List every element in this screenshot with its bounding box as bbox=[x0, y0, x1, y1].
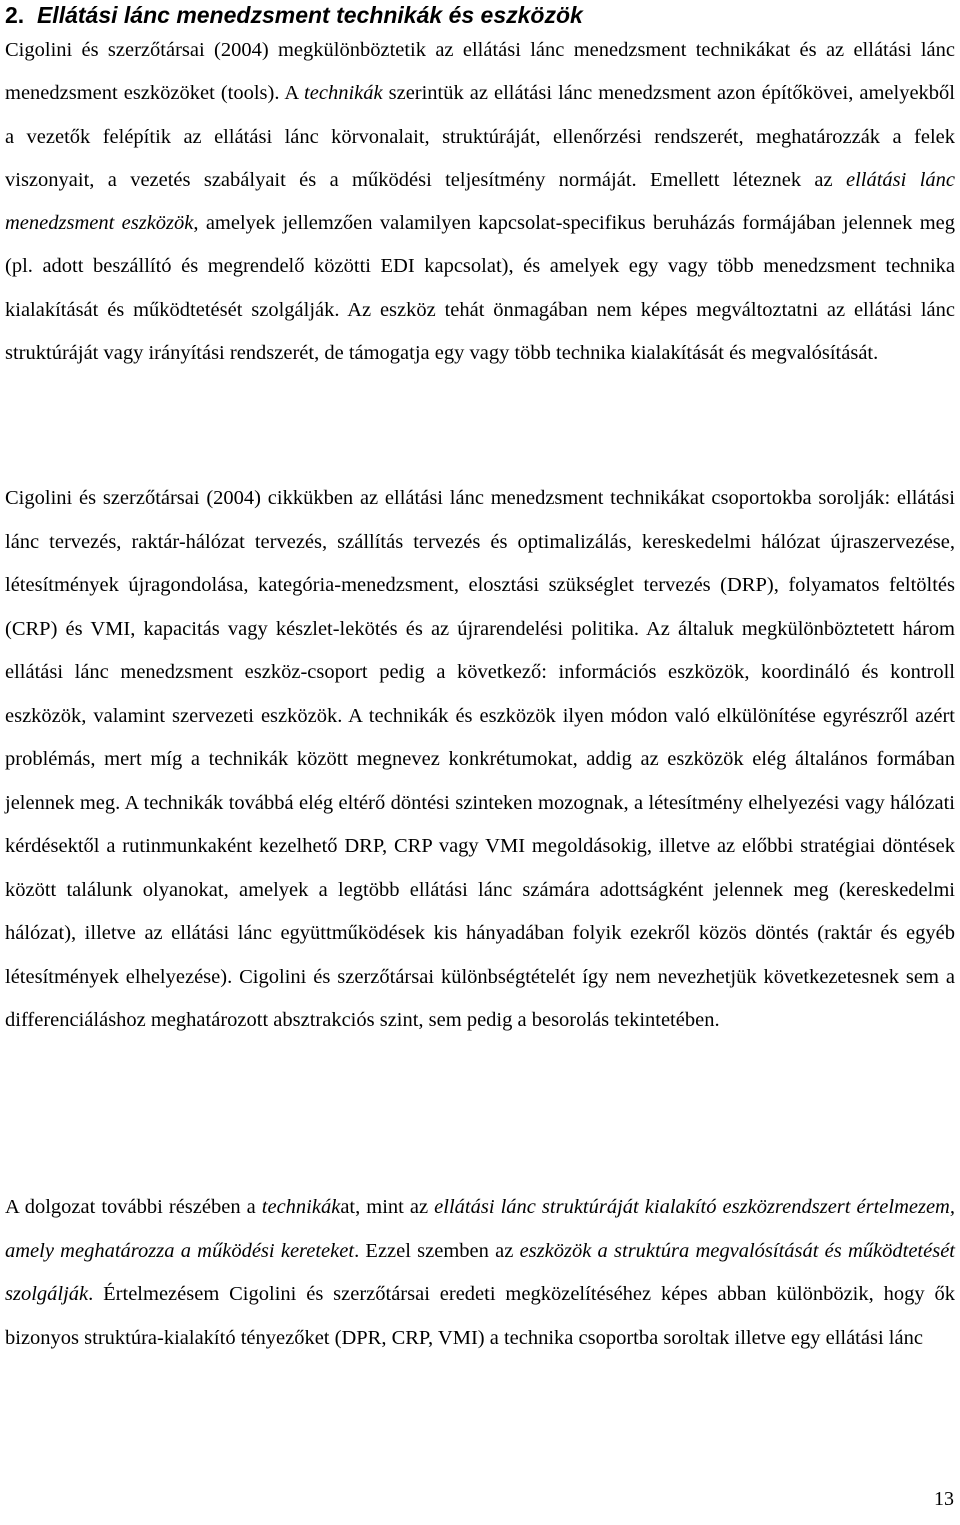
text-run: . Ezzel szemben az bbox=[354, 1239, 520, 1262]
paragraph-1 bbox=[5, 29, 955, 375]
paragraph-2: Cigolini és szerzőtársai (2004) cikkükben az ellátási lánc menedzsment technikákat csoportokba sorolják: ellátási lánc tervezés, raktár-hálózat tervezés, szállítás tervezés és optimalizálás, kereskedelmi hálózat újraszervezése, létesítmények újragondolása, kategória-menedzsment, elosztási szükséglet tervezés (DRP), folyamatos feltöltés (CRP) és VMI, kapacitás vagy készlet-lekötés és az újrarendelési politika. Az általuk megkülönböztetett három ellátási lánc menedzsment eszköz-csoport pedig a következő: információs eszközök, koordináló és kontroll eszközök, valamint szervezeti eszközök. A technikák és eszközök ilyen módon való elkülönítése egyrészről azért problémás, mert míg a technikák között megnevez konkrétumokat, addig az eszközök elég általános formában jelennek meg. A technikák továbbá elég eltérő döntési szinteken mozognak, a létesítmény elhelyezési vagy hálózati kérdésektől a rutinmunkaként kezelhető DRP, CRP vagy VMI megoldásokig, illetve az előbbi stratégiai döntések között találunk olyanokat, amelyek a legtöbb ellátási lánc számára adottságként jelennek meg (kereskedelmi hálózat), illetve az ellátási lánc együttműködések kis hányadában folyik ezekről közös döntés (raktár és egyéb létesítmények elhelyezése). Cigolini és szerzőtársai különbségtételét így nem nevezhetjük következetesnek sem a differenciáláshoz meghatározott absztrakciós szint, sem pedig a besorolás tekintetében. bbox=[5, 487, 955, 1031]
text-run: szerintük az ellátási lánc menedzsment azon építőkövei, amelyekből a vezetők felépítik az ellátási lánc körvonalait, struktúráját, ellenőrzési rendszerét, meghatározzák a felek viszonyait, a vezetés szabályait és a működési teljesítmény normáját. Emellett léteznek az bbox=[5, 82, 955, 191]
section-number: 2. bbox=[5, 2, 25, 28]
paragraph-3 bbox=[5, 1186, 955, 1360]
text-run: at, mint az bbox=[340, 1196, 435, 1218]
page-number: 13 bbox=[934, 1488, 954, 1510]
section-title: Ellátási lánc menedzsment technikák és eszközök bbox=[36, 2, 583, 28]
text-run: . Értelmezésem Cigolini és szerzőtársai eredeti megközelítéséhez képes abban különbözik, hogy ők bizonyos struktúra-kialakító tényezőket (DPR, CRP, VMI) a technika csoportba soroltak illetve egy ellátási lánc bbox=[5, 1283, 955, 1349]
text-run: A dolgozat további részében a bbox=[5, 1196, 262, 1218]
italic-term: technikák bbox=[261, 1196, 341, 1218]
text-run: , amelyek jellemzően valamilyen kapcsolat-specifikus beruházás formájában jelennek meg (pl. adott beszállító és megrendelő közötti EDI kapcsolat), és amelyek egy vagy több menedzsment technika kialakítását és működtetését szolgálják. Az eszköz tehát önmagában nem képes megváltoztatni az ellátási lánc struktúráját vagy irányítási rendszerét, de támogatja egy vagy több technika kialakítását és megvalósítását. bbox=[5, 212, 955, 365]
italic-term: technikák bbox=[304, 82, 383, 105]
section-heading bbox=[5, 0, 955, 30]
italic-term: ellátási lánc struktúráját kialakító eszközrendszert értelmezem, amely meghatározza a működési kereteket bbox=[5, 1196, 955, 1262]
italic-term: ellátási lánc menedzsment eszközök bbox=[5, 168, 956, 235]
italic-term: eszközök a struktúra megvalósítását és működtetését szolgálják bbox=[5, 1239, 956, 1305]
text-run: Cigolini és szerzőtársai (2004) megkülönböztetik az ellátási lánc menedzsment technikákat és az ellátási lánc menedzsment eszközöket (tools). A bbox=[5, 39, 955, 105]
